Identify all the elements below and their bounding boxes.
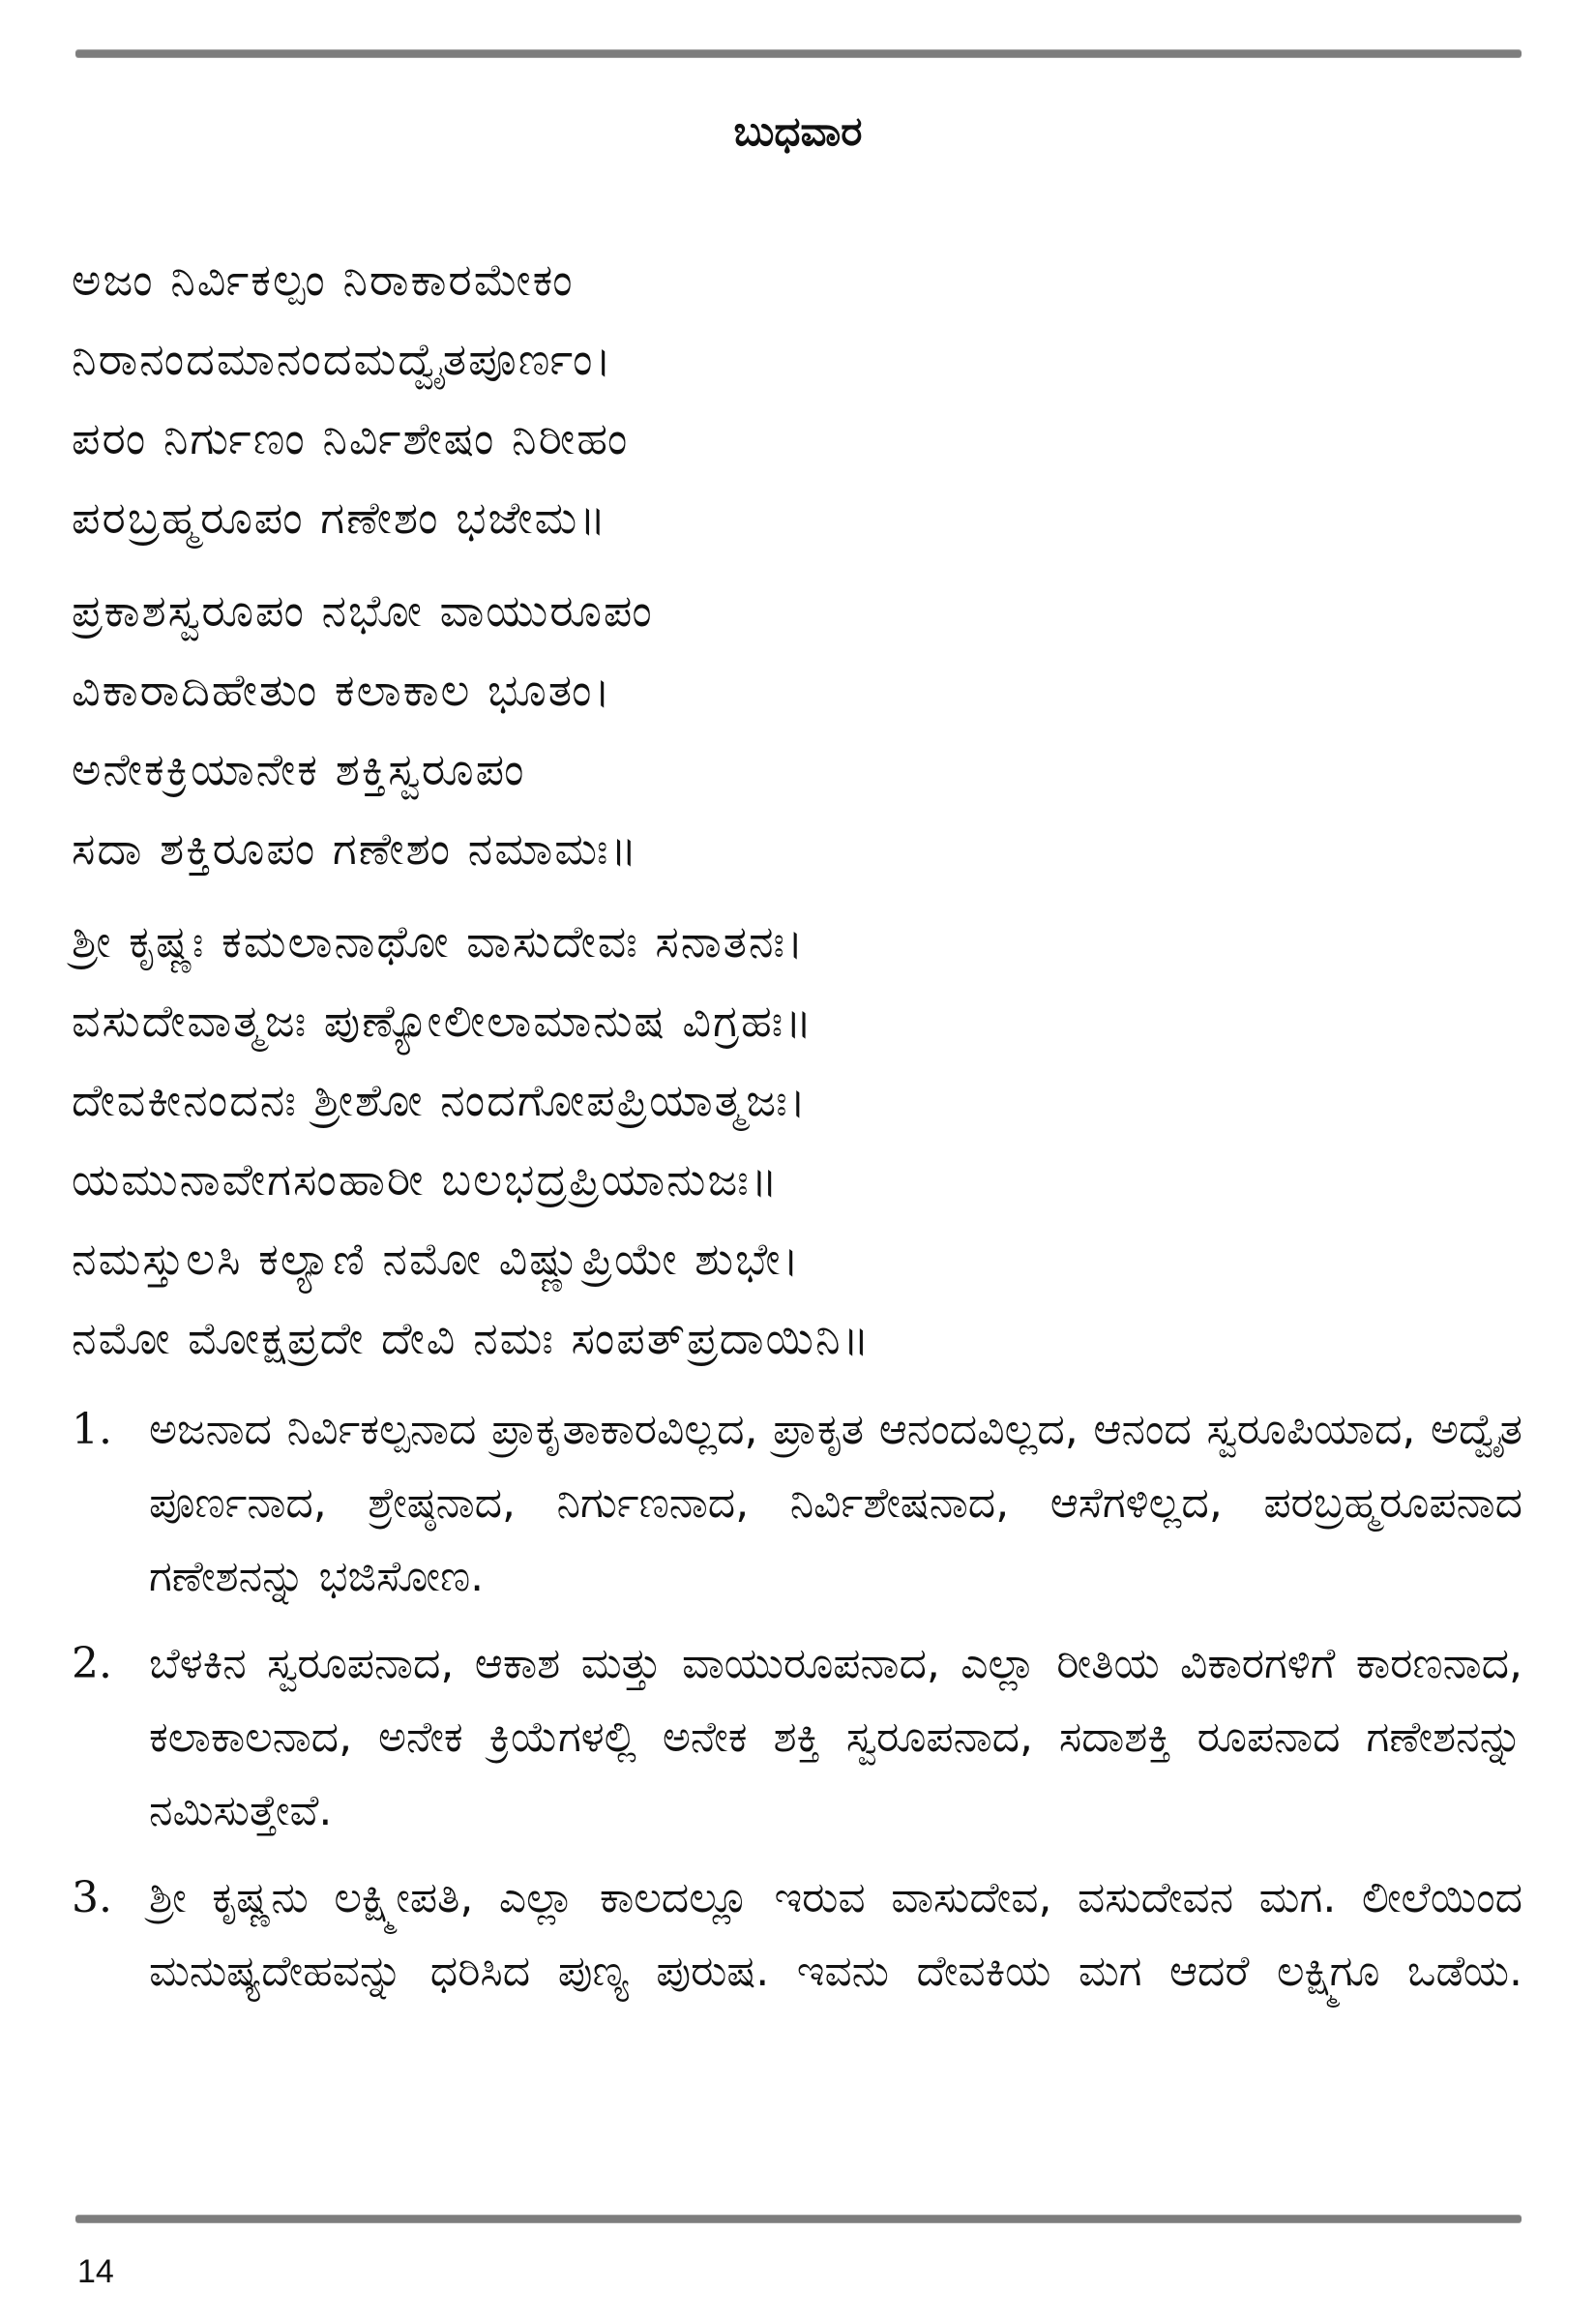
- note-item-2: [72, 1627, 1522, 1848]
- page-number: 14: [77, 2253, 114, 2290]
- note-item-3: [72, 1861, 1522, 2009]
- note-text: ಅಜನಾದ ನಿರ್ವಿಕಲ್ಪನಾದ ಪ್ರಾಕೃತಾಕಾರವಿಲ್ಲದ, ಪ್ರಾಕೃತ ಆನಂದವಿಲ್ಲದ, ಆನಂದ ಸ್ವರೂಪಿಯಾದ, ಅದ್ವೈತ ಪೂರ್ಣನಾದ, ಶ್ರೇಷ್ಠನಾದ, ನಿರ್ಗುಣನಾದ, ನಿರ್ವಿಶೇಷನಾದ, ಆಸೆಗಳಿಲ್ಲದ, ಪರಬ್ರಹ್ಮರೂಪನಾದ ಗಣೇಶನನ್ನು ಭಜಿಸೋಣ.: [149, 1405, 1522, 1601]
- verse-line: ವಿಕಾರಾದಿಹೇತುಂ ಕಲಾಕಾಲ ಭೂತಂ।: [72, 664, 612, 716]
- page-title: ಬುಧವಾರ: [733, 107, 863, 155]
- note-item-1: [72, 1393, 1522, 1614]
- verse-block-3: [72, 902, 1522, 1378]
- verse-line: ವಸುದೇವಾತ್ಮಜಃ ಪುಣ್ಯೋಲೀಲಾಮಾನುಷ ವಿಗ್ರಹಃ॥: [72, 995, 814, 1047]
- verse-line: ನಮಸ್ತುಲಸಿ ಕಲ್ಯಾಣಿ ನಮೋ ವಿಷ್ಣುಪ್ರಿಯೇ ಶುಭೇ।: [72, 1233, 801, 1285]
- note-number: 3.: [72, 1873, 112, 1922]
- verse-line: ಪರಂ ನಿರ್ಗುಣಂ ನಿರ್ವಿಶೇಷಂ ನಿರೀಹಂ: [72, 412, 630, 464]
- verse-line: ದೇವಕೀನಂದನಃ ಶ್ರೀಶೋ ನಂದಗೋಪಪ್ರಿಯಾತ್ಮಜಃ।: [72, 1074, 809, 1126]
- meaning-notes: [72, 1393, 1522, 2022]
- verse-line: ಸದಾ ಶಕ್ತಿರೂಪಂ ಗಣೇಶಂ ನಮಾಮಃ॥: [72, 822, 639, 875]
- note-text: ಬೆಳಕಿನ ಸ್ವರೂಪನಾದ, ಆಕಾಶ ಮತ್ತು ವಾಯುರೂಪನಾದ, ಎಲ್ಲಾ ರೀತಿಯ ವಿಕಾರಗಳಿಗೆ ಕಾರಣನಾದ, ಕಲಾಕಾಲನಾದ, ಅನೇಕ ಕ್ರಿಯೆಗಳಲ್ಲಿ ಅನೇಕ ಶಕ್ತಿ ಸ್ವರೂಪನಾದ, ಸದಾಶಕ್ತಿ ರೂಪನಾದ ಗಣೇಶನನ್ನು ನಮಿಸುತ್ತೇವೆ.: [149, 1639, 1522, 1835]
- bottom-rule: [75, 2216, 1522, 2222]
- verse-line: ಅಜಂ ನಿರ್ವಿಕಲ್ಪಂ ನಿರಾಕಾರಮೇಕಂ: [72, 253, 575, 306]
- note-number: 2.: [72, 1639, 112, 1688]
- verse-line: ಶ್ರೀ ಕೃಷ್ಣಃ ಕಮಲಾನಾಥೋ ವಾಸುದೇವಃ ಸನಾತನಃ।: [72, 915, 806, 968]
- verse-line: ನಿರಾನಂದಮಾನಂದಮದ್ವೈತಪೂರ್ಣಂ।: [72, 333, 614, 385]
- verse-line: ಪ್ರಕಾಶಸ್ವರೂಪಂ ನಭೋ ವಾಯುರೂಪಂ: [72, 584, 654, 637]
- verse-line: ನಮೋ ಮೋಕ್ಷಪ್ರದೇ ದೇವಿ ನಮಃ ಸಂಪತ್‌ಪ್ರದಾಯಿನಿ॥: [72, 1312, 872, 1364]
- verse-block-2: [72, 571, 1522, 888]
- verse-line: ಅನೇಕಕ್ರಿಯಾನೇಕ ಶಕ್ತಿಸ್ವರೂಪಂ: [72, 743, 526, 795]
- verse-line: ಪರಬ್ರಹ್ಮರೂಪಂ ಗಣೇಶಂ ಭಜೇಮ॥: [72, 491, 608, 544]
- note-number: 1.: [72, 1405, 112, 1454]
- note-text: ಶ್ರೀ ಕೃಷ್ಣನು ಲಕ್ಷ್ಮೀಪತಿ, ಎಲ್ಲಾ ಕಾಲದಲ್ಲೂ ಇರುವ ವಾಸುದೇವ, ವಸುದೇವನ ಮಗ. ಲೀಲೆಯಿಂದ ಮನುಷ್ಯದೇಹವನ್ನು ಧರಿಸಿದ ಪುಣ್ಯ ಪುರುಷ. ಇವನು ದೇವಕಿಯ ಮಗ ಆದರೆ ಲಕ್ಷ್ಮಿಗೂ ಒಡೆಯ.: [149, 1873, 1522, 1996]
- top-rule: [75, 50, 1522, 57]
- verse-line: ಯಮುನಾವೇಗಸಂಹಾರೀ ಬಲಭದ್ರಪ್ರಿಯಾನುಜಃ॥: [72, 1153, 780, 1206]
- verse-block-1: [72, 240, 1522, 557]
